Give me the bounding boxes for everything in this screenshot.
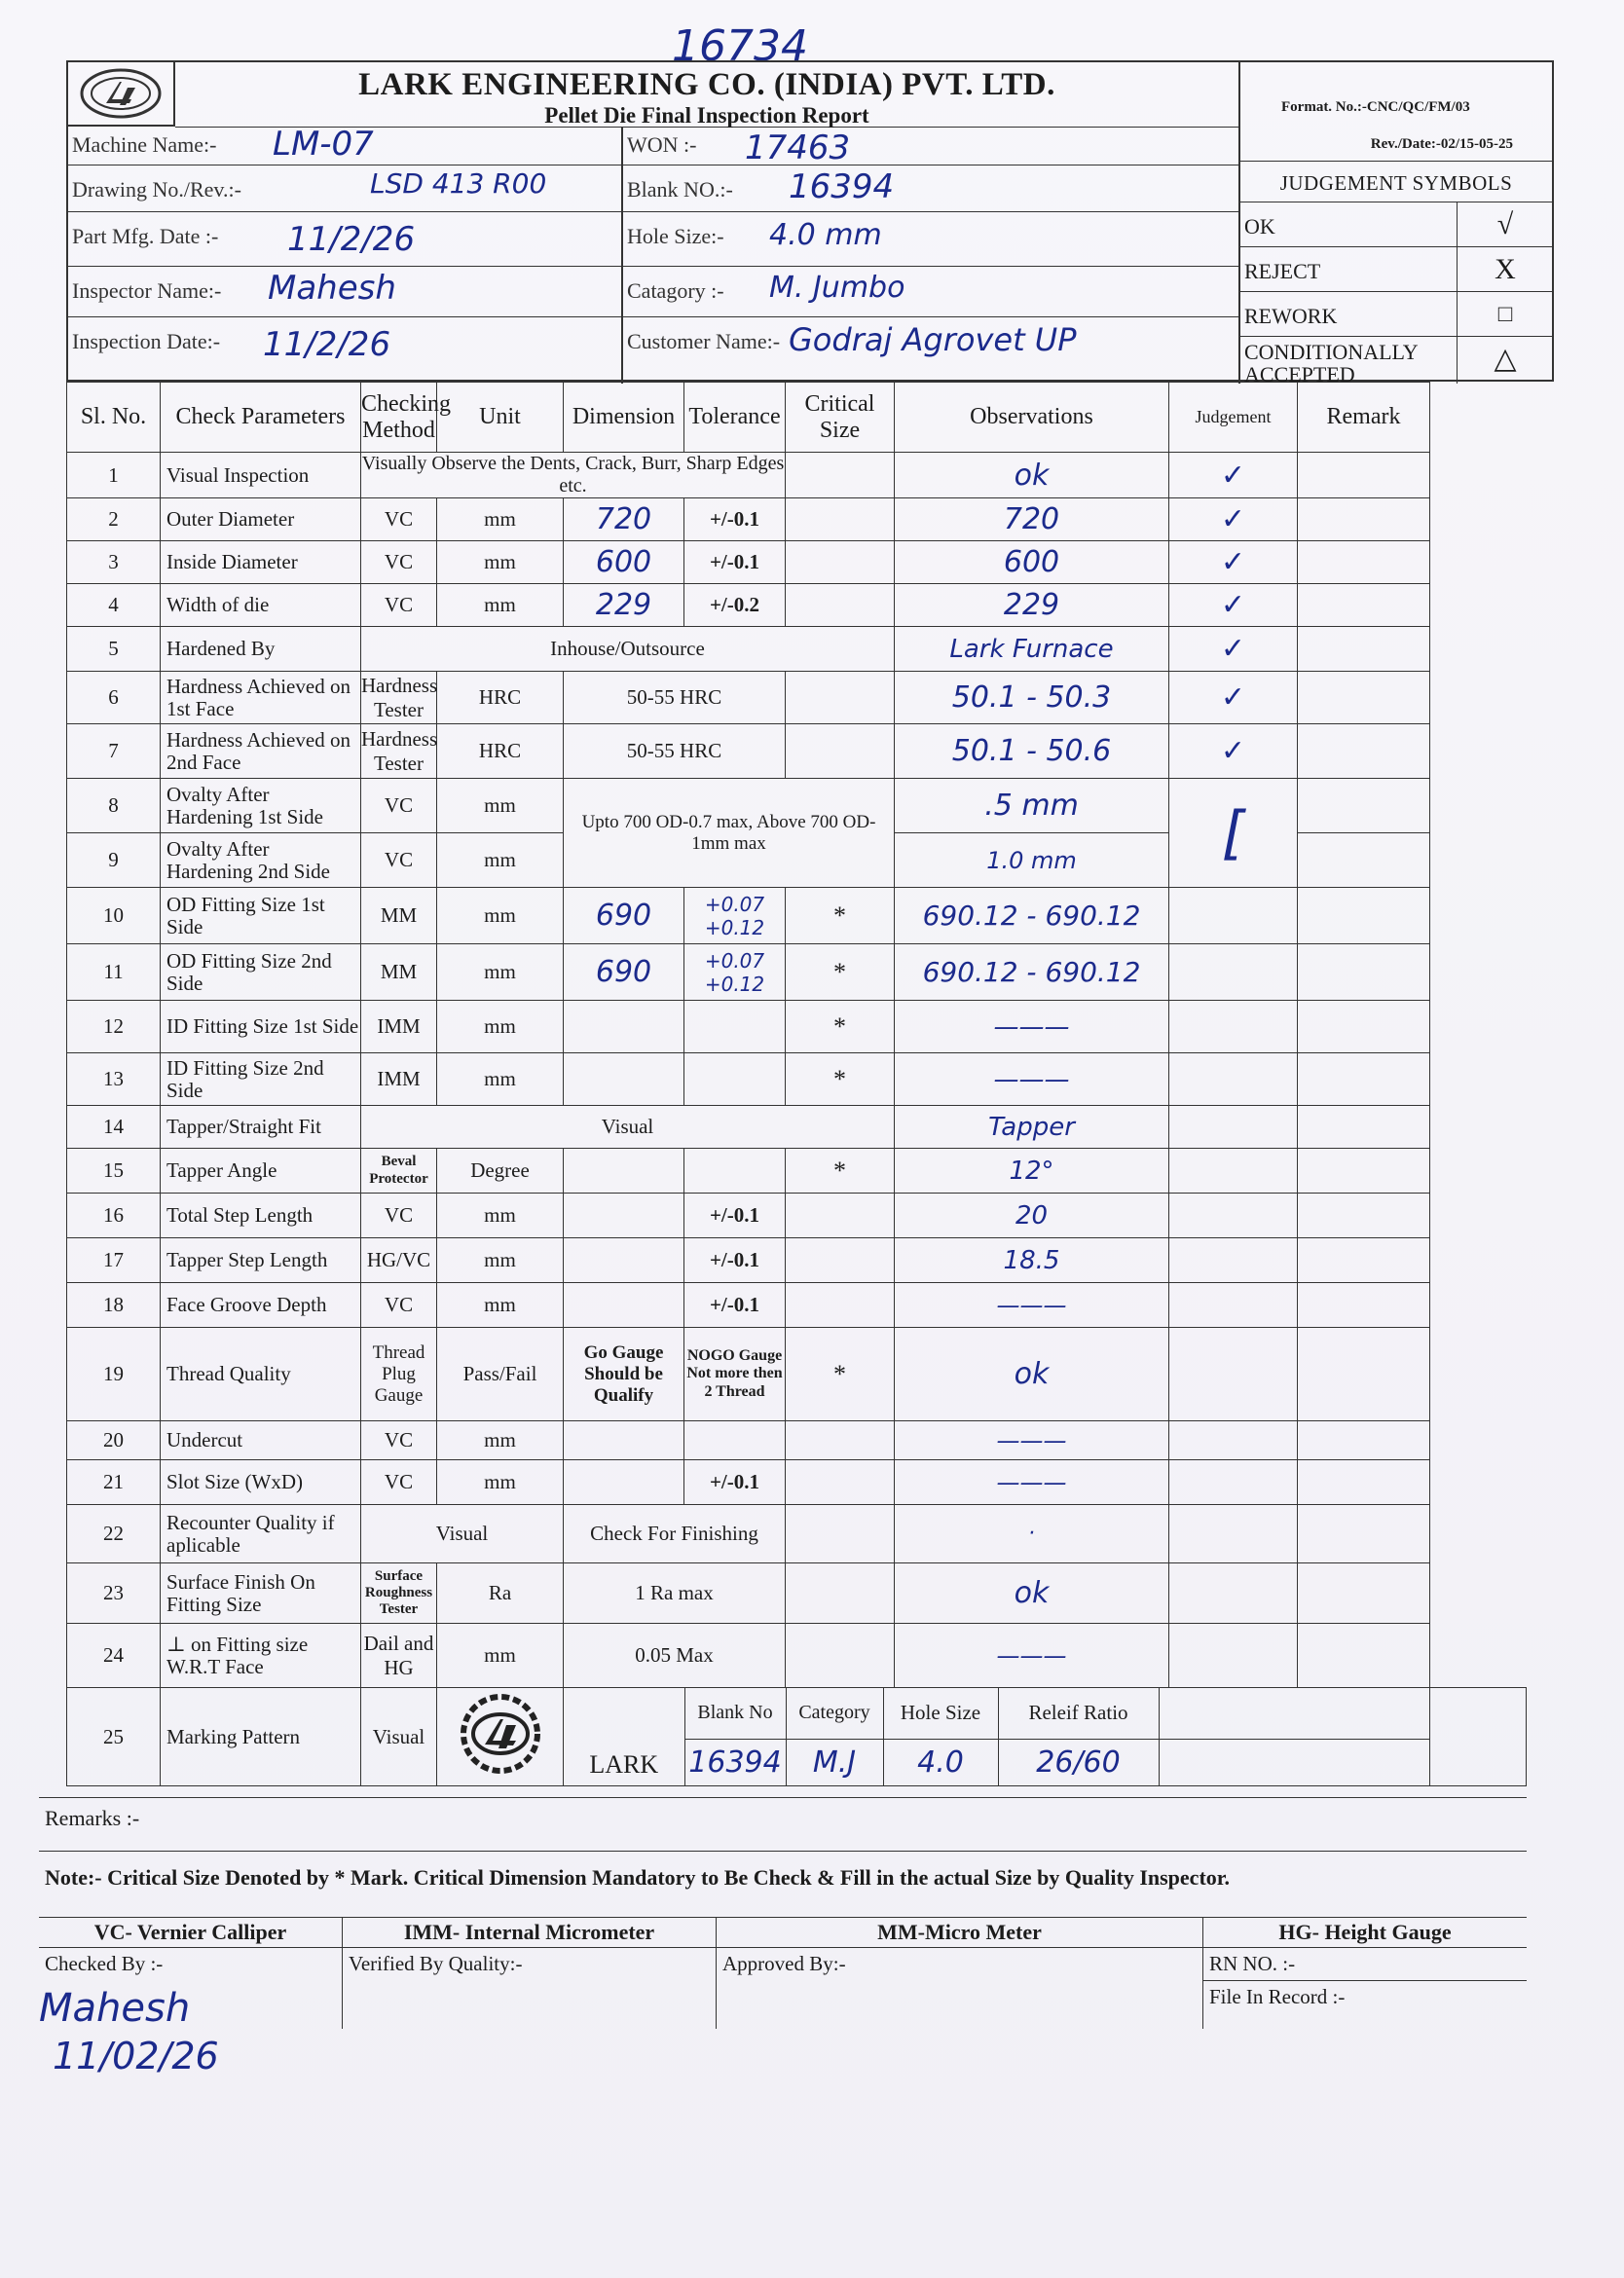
blank-row (623, 165, 1238, 212)
checked-by-label: Checked By :- (45, 1952, 164, 1975)
blank-label: Blank NO.:- (627, 177, 733, 202)
company-logo (68, 62, 175, 127)
inspector-row (68, 267, 621, 317)
approved-by-cell (717, 1918, 1203, 2029)
table-row: 10 OD Fitting Size 1st Side MM mm 690 +0.07 +0.12 * 690.12 - 690.12 (67, 888, 1527, 944)
col-check: Check Parameters (161, 383, 361, 453)
revision-date: Rev./Date:-02/15-05-25 (1240, 127, 1552, 162)
col-remark: Remark (1298, 383, 1430, 453)
table-row: 9 Ovalty After Hardening 2nd Side VC mm 1.0 mm (67, 833, 1527, 888)
table-row: 15 Tapper Angle Beval Protector Degree * 12° (67, 1149, 1527, 1194)
marking-logo (437, 1688, 564, 1786)
customer-value: Godraj Agrovet UP (789, 321, 1077, 358)
partmfg-value: 11/2/26 (287, 220, 416, 259)
format-number: Format. No.:-CNC/QC/FM/03 (1238, 62, 1552, 127)
customer-label: Customer Name:- (627, 329, 781, 353)
machine-label: Machine Name:- (72, 132, 217, 157)
hole-row (623, 212, 1238, 267)
lark-text: LARK (564, 1688, 684, 1785)
inspector-value: Mahesh (268, 269, 396, 308)
table-row: 4 Width of die VC mm 229 +/-0.2 229 ✓ (67, 584, 1527, 627)
info-right (1240, 127, 1552, 387)
table-row: 5 Hardened By Inhouse/Outsource Lark Furnace ✓ (67, 627, 1527, 672)
record-cell (1203, 1918, 1527, 2029)
symbol-rework: REWORK □ (1240, 292, 1552, 337)
rn-no-label: RN NO. :- (1203, 1948, 1527, 1981)
col-method: Checking Method (361, 383, 437, 453)
remarks-label: Remarks :- (45, 1806, 140, 1830)
square-icon: □ (1457, 292, 1553, 336)
legend-mm: MM-Micro Meter (717, 1918, 1202, 1948)
note-text: Note:- Critical Size Denoted by * Mark. Critical Dimension Mandatory to Be Check & Fill in the actual Size by Quality Inspector. (39, 1852, 1527, 1918)
cross-icon: X (1457, 247, 1553, 291)
inspector-signature: Mahesh (39, 1986, 191, 2031)
category-row (623, 267, 1238, 317)
table-row: 12 ID Fitting Size 1st Side IMM mm * ——— (67, 1001, 1527, 1053)
table-row: 6 Hardness Achieved on 1st Face Hardness Tester HRC 50-55 HRC 50.1 - 50.3 ✓ (67, 672, 1527, 724)
table-row: 25 Marking Pattern Visual LARK Blank No Category Hole Size Releif Ratio 16394 M.J 4.0 26/60 (67, 1688, 1527, 1786)
inspector-label: Inspector Name:- (72, 278, 222, 303)
table-row: 22 Recounter Quality if aplicable Visual Check For Finishing · (67, 1505, 1527, 1563)
symbol-reject: REJECT X (1240, 247, 1552, 292)
col-critical: Critical Size (786, 383, 895, 453)
table-row: 20 Undercut VC mm ——— (67, 1421, 1527, 1460)
col-sl: Sl. No. (67, 383, 161, 453)
verified-by-label: Verified By Quality:- (349, 1952, 523, 1975)
table-row: 3 Inside Diameter VC mm 600 +/-0.1 600 ✓ (67, 541, 1527, 584)
table-row: 14 Tapper/Straight Fit Visual Tapper (67, 1106, 1527, 1149)
table-row: 2 Outer Diameter VC mm 720 +/-0.1 720 ✓ (67, 498, 1527, 541)
blank-value: 16394 (789, 167, 895, 206)
signature-date: 11/02/26 (53, 2035, 219, 2077)
judgement-symbols-title: JUDGEMENT SYMBOLS (1240, 162, 1552, 202)
hole-label: Hole Size:- (627, 224, 724, 248)
insp-date-value: 11/2/26 (263, 325, 391, 364)
file-in-record-label: File In Record :- (1209, 1985, 1346, 2008)
title-block (175, 62, 1238, 128)
handwritten-top-number: 16734 (672, 21, 808, 71)
partmfg-row (68, 212, 621, 267)
won-row (623, 127, 1238, 165)
table-row: 13 ID Fitting Size 2nd Side IMM mm * ——— (67, 1053, 1527, 1106)
triangle-icon: △ (1457, 337, 1553, 384)
symbol-ok: OK √ (1240, 202, 1552, 247)
insp-date-label: Inspection Date:- (72, 329, 221, 353)
table-row: 16 Total Step Length VC mm +/-0.1 20 (67, 1194, 1527, 1238)
legend-vc: VC- Vernier Calliper (39, 1918, 342, 1948)
hole-value: 4.0 mm (769, 218, 882, 252)
col-unit: Unit (437, 383, 564, 453)
remarks-row (39, 1797, 1527, 1852)
table-row: 7 Hardness Achieved on 2nd Face Hardness Tester HRC 50-55 HRC 50.1 - 50.6 ✓ (67, 724, 1527, 779)
legend-imm: IMM- Internal Micrometer (343, 1918, 716, 1948)
col-judgement: Judgement (1169, 383, 1298, 453)
col-dimension: Dimension (564, 383, 684, 453)
table-row: 23 Surface Finish On Fitting Size Surface Roughness Tester Ra 1 Ra max ok (67, 1563, 1527, 1624)
drawing-value: LSD 413 R00 (370, 167, 547, 200)
approved-by-label: Approved By:- (722, 1952, 846, 1975)
drawing-row (68, 165, 621, 212)
table-row: 17 Tapper Step Length HG/VC mm +/-0.1 18.5 (67, 1238, 1527, 1283)
col-tolerance: Tolerance (684, 383, 786, 453)
table-row: 11 OD Fitting Size 2nd Side MM mm 690 +0.07 +0.12 * 690.12 - 690.12 (67, 944, 1527, 1001)
legend-hg: HG- Height Gauge (1203, 1918, 1527, 1948)
table-row: 24 ⊥ on Fitting size W.R.T Face Dail and HG mm 0.05 Max ——— (67, 1624, 1527, 1688)
table-row: 21 Slot Size (WxD) VC mm +/-0.1 ——— (67, 1460, 1527, 1505)
verified-by-cell (343, 1918, 717, 2029)
insp-date-row (68, 317, 621, 384)
symbol-conditional: CONDITIONALLY ACCEPTED △ (1240, 337, 1552, 384)
report-title: Pellet Die Final Inspection Report (544, 103, 869, 128)
col-observations: Observations (895, 383, 1169, 453)
won-value: 17463 (745, 129, 851, 167)
table-row: 19 Thread Quality Thread Plug Gauge Pass/Fail Go Gauge Should be Qualify NOGO Gauge Not more then 2 Thread * ok (67, 1328, 1527, 1421)
customer-row (623, 317, 1238, 384)
drawing-label: Drawing No./Rev.:- (72, 177, 241, 202)
info-middle (623, 127, 1240, 384)
category-label: Catagory :- (627, 278, 724, 303)
partmfg-label: Part Mfg. Date :- (72, 224, 219, 248)
inspection-table (66, 382, 1527, 1786)
report-header (66, 60, 1554, 387)
category-value: M. Jumbo (769, 271, 905, 305)
table-row: 1 Visual Inspection Visually Observe the Dents, Crack, Burr, Sharp Edges etc. ok ✓ (67, 453, 1527, 498)
table-row: 18 Face Groove Depth VC mm +/-0.1 ——— (67, 1283, 1527, 1328)
info-left (68, 127, 623, 384)
machine-row (68, 127, 621, 165)
won-label: WON :- (627, 132, 697, 157)
table-row: 8 Ovalty After Hardening 1st Side VC mm Upto 700 OD-0.7 max, Above 700 OD-1mm max .5 mm [ (67, 779, 1527, 833)
table-header-row (67, 383, 1527, 453)
check-icon: √ (1457, 202, 1553, 246)
footer-block (39, 1918, 1527, 2029)
machine-value: LM-07 (273, 125, 374, 164)
company-name: LARK ENGINEERING CO. (INDIA) PVT. LTD. (358, 67, 1055, 102)
marking-table: LARK Blank No Category Hole Size Releif Ratio 16394 M.J 4.0 26/60 (564, 1688, 1429, 1785)
